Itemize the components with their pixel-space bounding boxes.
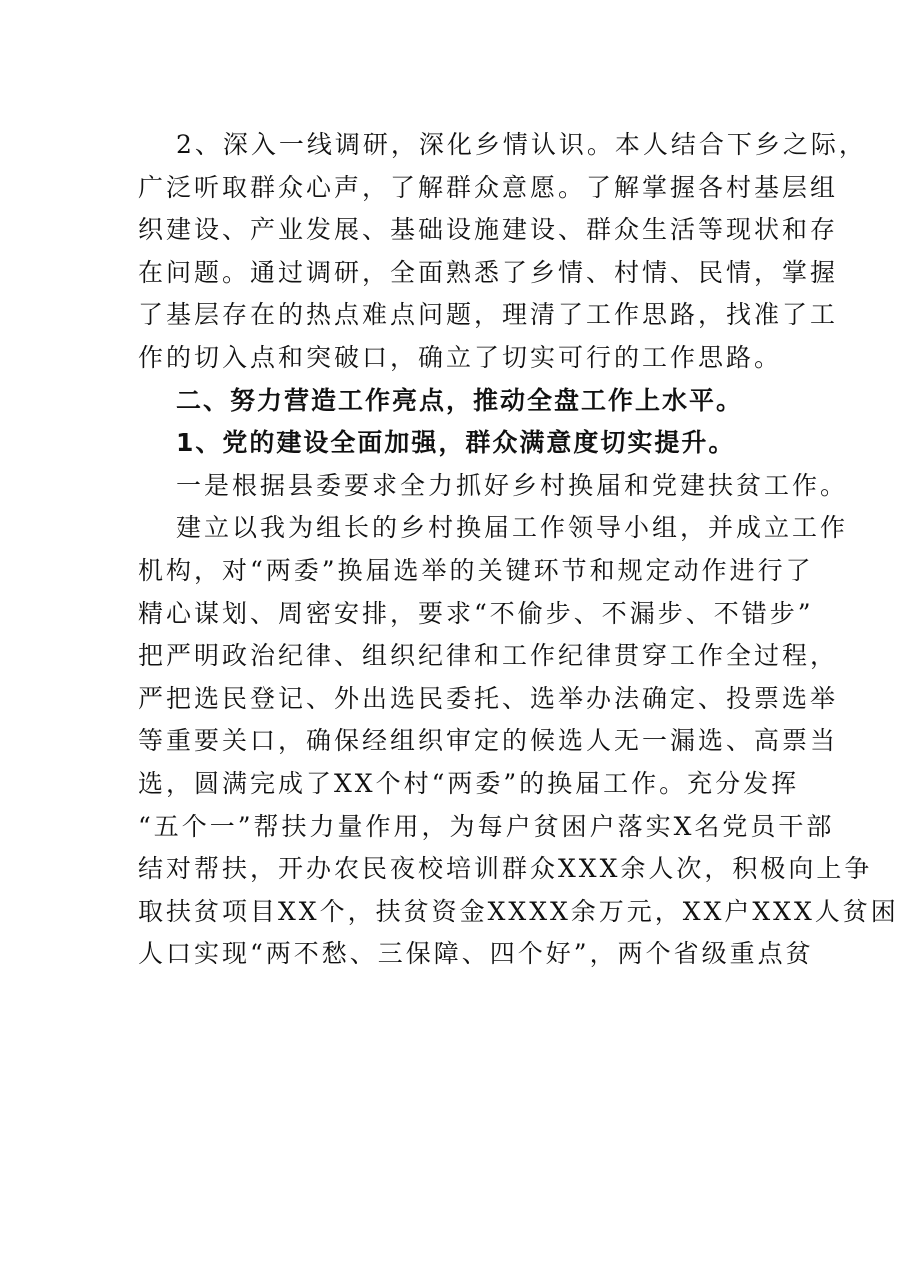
paragraph-line: 结对帮扶，开办农民夜校培训群众XXX余人次，积极向上争 <box>138 854 873 884</box>
paragraph-line: 把严明政治纪律、组织纪律和工作纪律贯穿工作全过程， <box>138 641 839 671</box>
paragraph-line: 建立以我为组长的乡村换届工作领导小组，并成立工作 <box>176 513 849 543</box>
paragraph-line: 广泛听取群众心声，了解群众意愿。了解掌握各村基层组 <box>138 172 839 202</box>
paragraph-line: 选，圆满完成了XX个村“两委”的换届工作。充分发挥 <box>138 768 800 798</box>
paragraph-line: 织建设、产业发展、基础设施建设、群众生活等现状和存 <box>138 215 839 245</box>
paragraph-line: 等重要关口，确保经组织审定的候选人无一漏选、高票当 <box>138 726 839 756</box>
paragraph-line: 取扶贫项目XX个，扶贫资金XXXX余万元，XX户XXX人贫困 <box>138 896 899 926</box>
paragraph-line: 在问题。通过调研，全面熟悉了乡情、村情、民情，掌握 <box>138 257 839 287</box>
section-heading: 二、努力营造工作亮点，推动全盘工作上水平。 <box>176 385 744 415</box>
paragraph-line: 一是根据县委要求全力抓好乡村换届和党建扶贫工作。 <box>176 470 849 500</box>
paragraph-line: 了基层存在的热点难点问题，理清了工作思路，找准了工 <box>138 300 839 330</box>
paragraph-line: 严把选民登记、外出选民委托、选举办法确定、投票选举 <box>138 683 839 713</box>
paragraph-line: 精心谋划、周密安排，要求“不偷步、不漏步、不错步” <box>138 598 814 628</box>
paragraph-line: 人口实现“两不愁、三保障、四个好”，两个省级重点贫 <box>138 939 814 969</box>
paragraph-line: 2、深入一线调研，深化乡情认识。本人结合下乡之际， <box>176 130 867 159</box>
paragraph-line: 机构，对“两委”换届选举的关键环节和规定动作进行了 <box>138 555 814 585</box>
document-body <box>138 124 899 976</box>
subsection-heading: 1、党的建设全面加强，群众满意度切实提升。 <box>176 428 736 458</box>
paragraph-line: 作的切入点和突破口，确立了切实可行的工作思路。 <box>138 342 783 372</box>
paragraph-line: “五个一”帮扶力量作用，为每户贫困户落实X名党员干部 <box>138 811 835 841</box>
